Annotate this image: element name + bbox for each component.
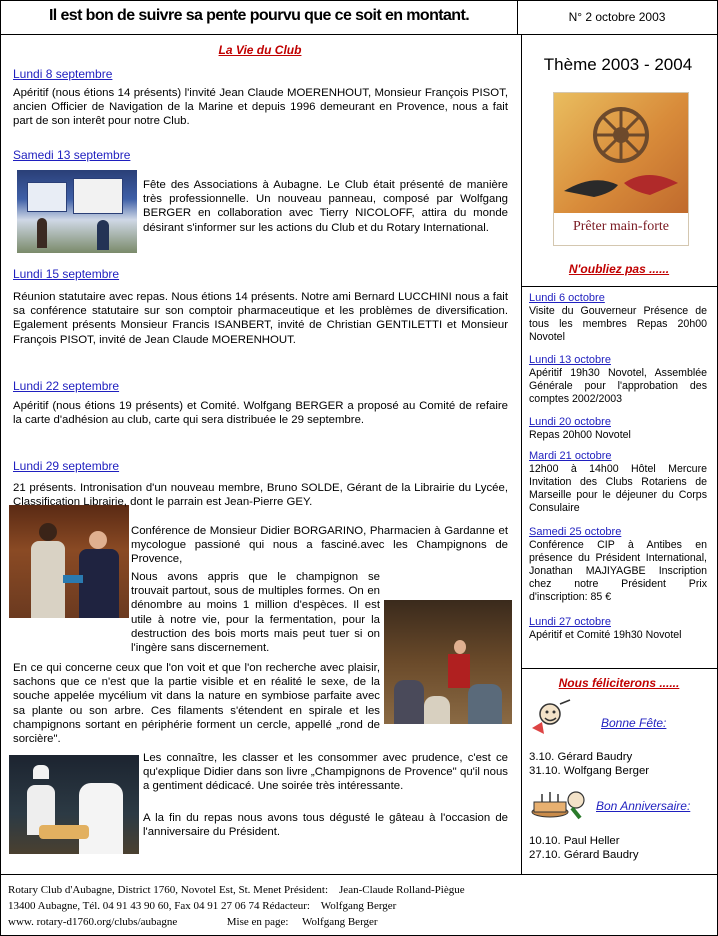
birthday-cake-icon [528, 786, 588, 820]
event-date-link[interactable]: Lundi 15 septembre [13, 267, 120, 281]
birthday-entry: 10.10. Paul Heller [529, 835, 620, 847]
footer [8, 882, 708, 931]
event-text: Réunion statutaire avec repas. Nous étions 14 présents. Notre ami Bernard LUCCHINI nous a fait sa conférence statutaire sur son comptoir pharmaceutique et les problèmes de diversification. Egalement présents Monsieur Francis ISANBERT, invité de Christian GENTILETTI et Monsieur François PISOT, invité de Jean Claude MOERENHOUT. [13, 291, 508, 346]
birthdays-list [529, 834, 639, 862]
agenda-date-link[interactable]: Lundi 6 octobre [529, 292, 605, 304]
agenda-item [529, 416, 707, 442]
birthdays-label: Bon Anniversaire: [596, 799, 691, 813]
section-title-congratulations: Nous féliciterons ...... [558, 676, 680, 690]
celebration-cartoon-icon [528, 698, 574, 738]
event-text: Apéritif (nous étions 19 présents) et Comité. Wolfgang BERGER a proposé au Comité de refaire la carte d'adhésion au club, carte qui sera distribuée le 29 septembre. [13, 400, 508, 427]
event-conference: Conférence de Monsieur Didier BORGARINO, Pharmacien à Gardanne et mycologue passioné qui nous a fasciné.avec les Champignons de Provence, [131, 525, 508, 566]
event-text-line1 [13, 481, 508, 511]
rotary-theme-logo [553, 92, 689, 246]
agenda-item [529, 526, 707, 605]
event-paragraph: A la fin du repas nous avons tous dégusté le gâteau à l'occasion de l'anniversaire du Président. [143, 812, 508, 839]
agenda-item [529, 354, 707, 406]
logo-background [554, 93, 688, 213]
event-text: Apéritif (nous étions 14 présents) l'invité Jean Claude MOERENHOUT, Monsieur François PISOT, ancien Officier de Navigation de la Marine et depuis 1996 demeurant en Provence, nous a fait part de son interêt pour notre Club. [13, 87, 508, 128]
name-day-entry: 3.10. Gérard Baudry [529, 751, 633, 763]
name-day-entry: 31.10. Wolfgang Berger [529, 765, 650, 777]
agenda-text: Repas 20h00 Novotel [529, 429, 631, 442]
footer-line: Rotary Club d'Aubagne, District 1760, Novotel Est, St. Menet Président: Jean-Claude Rolland-Piègue [8, 884, 465, 896]
event-intro: 21 présents. Intronisation d'un nouveau membre, Bruno SOLDE, Gérant de la Librairie du Lycée, Classification Librairie, dont le parrain est Jean-Pierre GEY. [13, 482, 508, 509]
sidebar-rule [521, 286, 718, 287]
agenda-item [529, 292, 707, 344]
agenda-text: Visite du Gouverneur Présence de tous les membres Repas 20h00 Novotel [529, 305, 707, 344]
header-rule [0, 34, 718, 35]
event-paragraph: En ce qui concerne ceux que l'on voit et que l'on recherche avec plaisir, sachons que ce n'est que la partie visible et en réalité le sexe, de la souche appelée mycélium vit dans la nature en symbiose parfaite avec sa plante ou son arbre. Ces filaments s'étendent en spirale et les champignons sortant en périphérie forment un cercle, appellé „rond de sorcière". [13, 662, 380, 746]
logo-caption: Prêter main-forte [572, 219, 669, 234]
name-days-label: Bonne Fête: [601, 716, 667, 730]
footer-rule [0, 874, 718, 875]
photo-conference [384, 600, 512, 724]
event-paragraph: Les connaître, les classer et les consommer avec prudence, c'est ce qu'explique Didier dans son livre „Champignons de Provence" qu'il nous a gentiment dédicacé. Une soirée très intéressante. [143, 752, 508, 793]
issue-date: N° 2 octobre 2003 [568, 10, 666, 24]
section-title-reminders: N'oubliez pas ...... [568, 262, 670, 276]
footer-line: 13400 Aubagne, Tél. 04 91 43 90 60, Fax 04 91 27 06 74 Rédacteur: Wolfgang Berger [8, 900, 397, 913]
event-date-link[interactable]: Lundi 29 septembre [13, 459, 120, 473]
column-divider [521, 34, 522, 874]
event-paragraph: Nous avons appris que le champignon se trouvait partout, sous de multiples formes. On en dénombre au moins 1 million d'espèces. Il est utile à notre vie, pour la fermentation, pour la destruction des bois morts mais peut tuer si on l'ingère sans discernement. [131, 571, 380, 655]
agenda-text: Apéritif 19h30 Novotel, Assemblée Générale pour l'approbation des comptes 2002/2003 [529, 367, 707, 406]
event-date-link[interactable]: Lundi 8 septembre [13, 67, 113, 81]
name-days-list [529, 750, 649, 778]
theme-title: Thème 2003 - 2004 [543, 55, 693, 74]
event-text: Fête des Associations à Aubagne. Le Club était présenté de manière très professionnelle. Un nouveau panneau, composé par Wolfgang BERGER en collaboration avec Tierry NICOLOFF, attira du monde désirant s'informer sur les actions du Club et du Rotary International. [143, 179, 508, 234]
agenda-item [529, 450, 707, 515]
agenda-date-link[interactable]: Mardi 21 octobre [529, 450, 612, 462]
agenda-text: 12h00 à 14h00 Hôtel Mercure Invitation des Clubs Rotariens de Marseille pour le déjeuner du Corps Consulaire [529, 463, 707, 515]
motto-heading: Il est bon de suivre sa pente pourvu que ce soit en montant. [48, 7, 470, 24]
agenda-date-link[interactable]: Lundi 27 octobre [529, 616, 611, 628]
photo-induction [9, 505, 129, 618]
event-date-link[interactable]: Samedi 13 septembre [13, 148, 131, 162]
agenda-date-link[interactable]: Samedi 25 octobre [529, 526, 622, 538]
event-date-link[interactable]: Lundi 22 septembre [13, 379, 120, 393]
section-title-vie-du-club: La Vie du Club [218, 43, 302, 57]
photo-birthday-cake [9, 755, 139, 854]
birthday-entry: 27.10. Gérard Baudry [529, 849, 639, 861]
rotary-wheel-hands-icon [554, 93, 688, 213]
agenda-text: Conférence CIP à Antibes en présence du Président International, Jonathan MAJIYAGBE Inscription chez notre Président Prix d'inscription: 85 € [529, 539, 707, 604]
agenda-item [529, 616, 707, 642]
sidebar-rule [521, 668, 718, 669]
agenda-date-link[interactable]: Lundi 20 octobre [529, 416, 611, 428]
agenda-date-link[interactable]: Lundi 13 octobre [529, 354, 611, 366]
footer-line: www. rotary-d1760.org/clubs/aubagne Mise en page: Wolfgang Berger [8, 916, 378, 929]
agenda-text: Apéritif et Comité 19h30 Novotel [529, 629, 682, 642]
photo-associations-stand [17, 170, 137, 253]
